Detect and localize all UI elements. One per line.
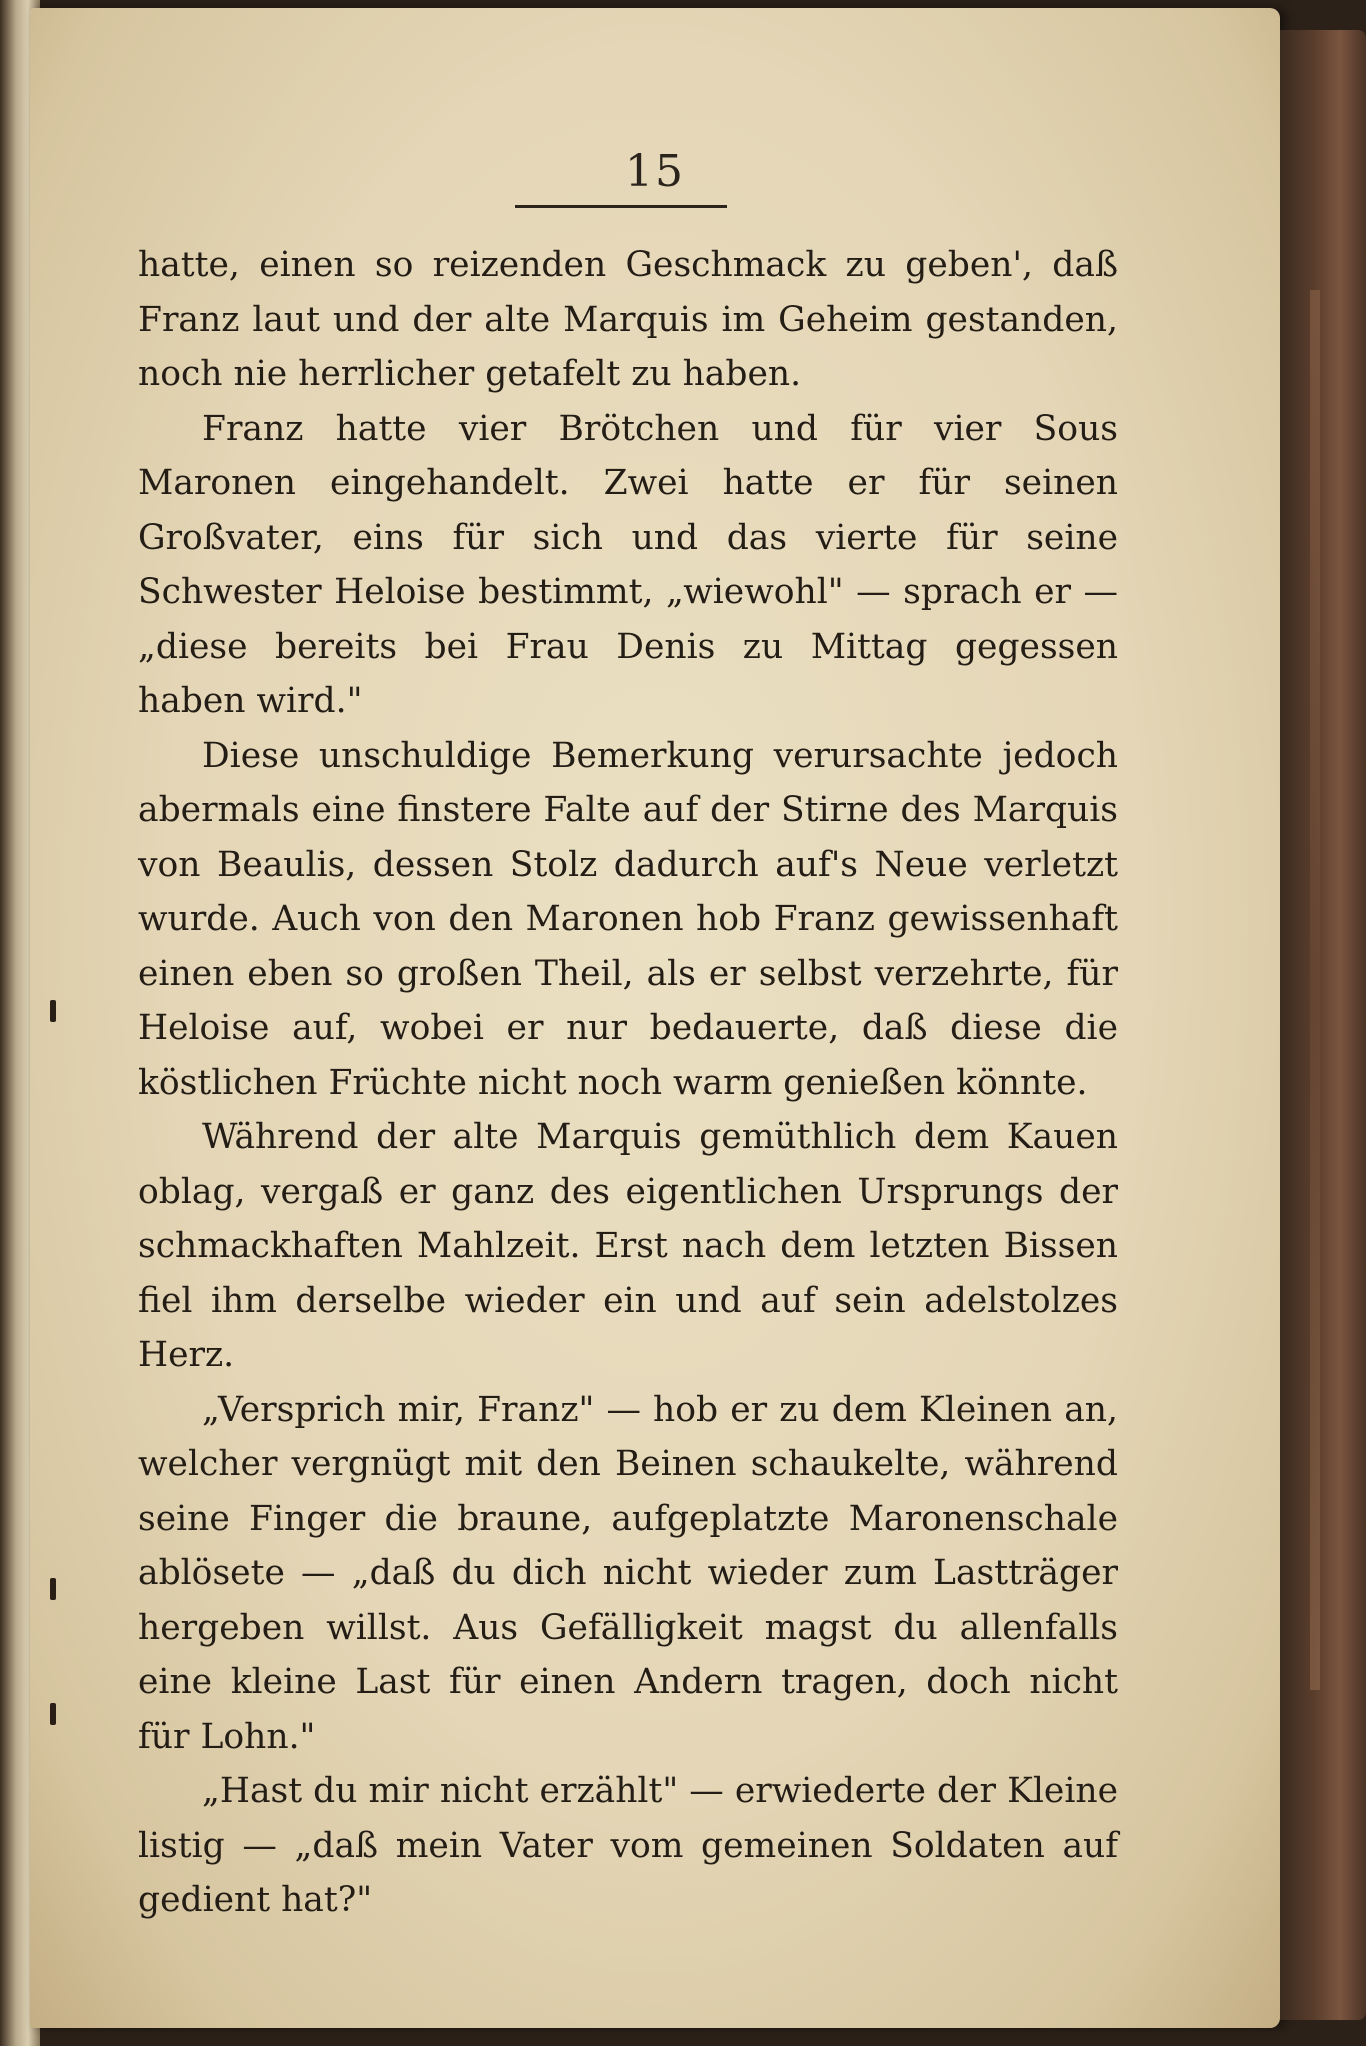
paragraph: hatte, einen so reizenden Geschmack zu geben', daß Franz laut und der alte Marquis im Geheim gestanden, noch nie herrlicher getafelt zu haben.: [138, 245, 1118, 394]
paragraph: „Versprich mir, Franz" — hob er zu dem Kleinen an, welcher vergnügt mit den Beinen schaukelte, während seine Finger die braune, aufgeplatzte Maronenschale ablösete — „daß du dich nicht wieder zum Lastträger hergeben willst. Aus Gefälligkeit magst du allenfalls eine kleine Last für einen Andern tragen, doch nicht für Lohn.": [138, 1389, 1118, 1757]
body-text: [138, 238, 1118, 1928]
book-cover-edge: [1280, 30, 1366, 2020]
header-rule: [515, 205, 727, 208]
gutter-mark: [50, 1703, 56, 1725]
gutter-mark: [50, 1578, 56, 1600]
paragraph: Franz hatte vier Brötchen und für vier Sous Maronen eingehandelt. Zwei hatte er für seinen Großvater, eins für sich und das vierte für seine Schwester Heloise bestimmt, „wiewohl" — sprach er — „diese bereits bei Frau Denis zu Mittag gegessen haben wird.": [138, 408, 1118, 721]
paragraph: Diese unschuldige Bemerkung verursachte jedoch abermals eine finstere Falte auf der Stirne des Marquis von Beaulis, dessen Stolz dadurch auf's Neue verletzt wurde. Auch von den Maronen hob Franz gewissenhaft einen eben so großen Theil, als er selbst verzehrte, für Heloise auf, wobei er nur bedauerte, daß diese die köstlichen Früchte nicht noch warm genießen könnte.: [138, 735, 1118, 1103]
paragraph: „Hast du mir nicht erzählt" — erwiederte der Kleine listig — „daß mein Vater vom gemeinen Soldaten auf gedient hat?": [138, 1771, 1118, 1920]
paragraph: Während der alte Marquis gemüthlich dem Kauen oblag, vergaß er ganz des eigentlichen Ursprungs der schmackhaften Mahlzeit. Erst nach dem letzten Bissen fiel ihm derselbe wieder ein und auf sein adelstolzes Herz.: [138, 1117, 1118, 1375]
book-page: [30, 8, 1280, 2028]
gutter-mark: [50, 1000, 56, 1022]
page-number: 15: [625, 146, 685, 197]
